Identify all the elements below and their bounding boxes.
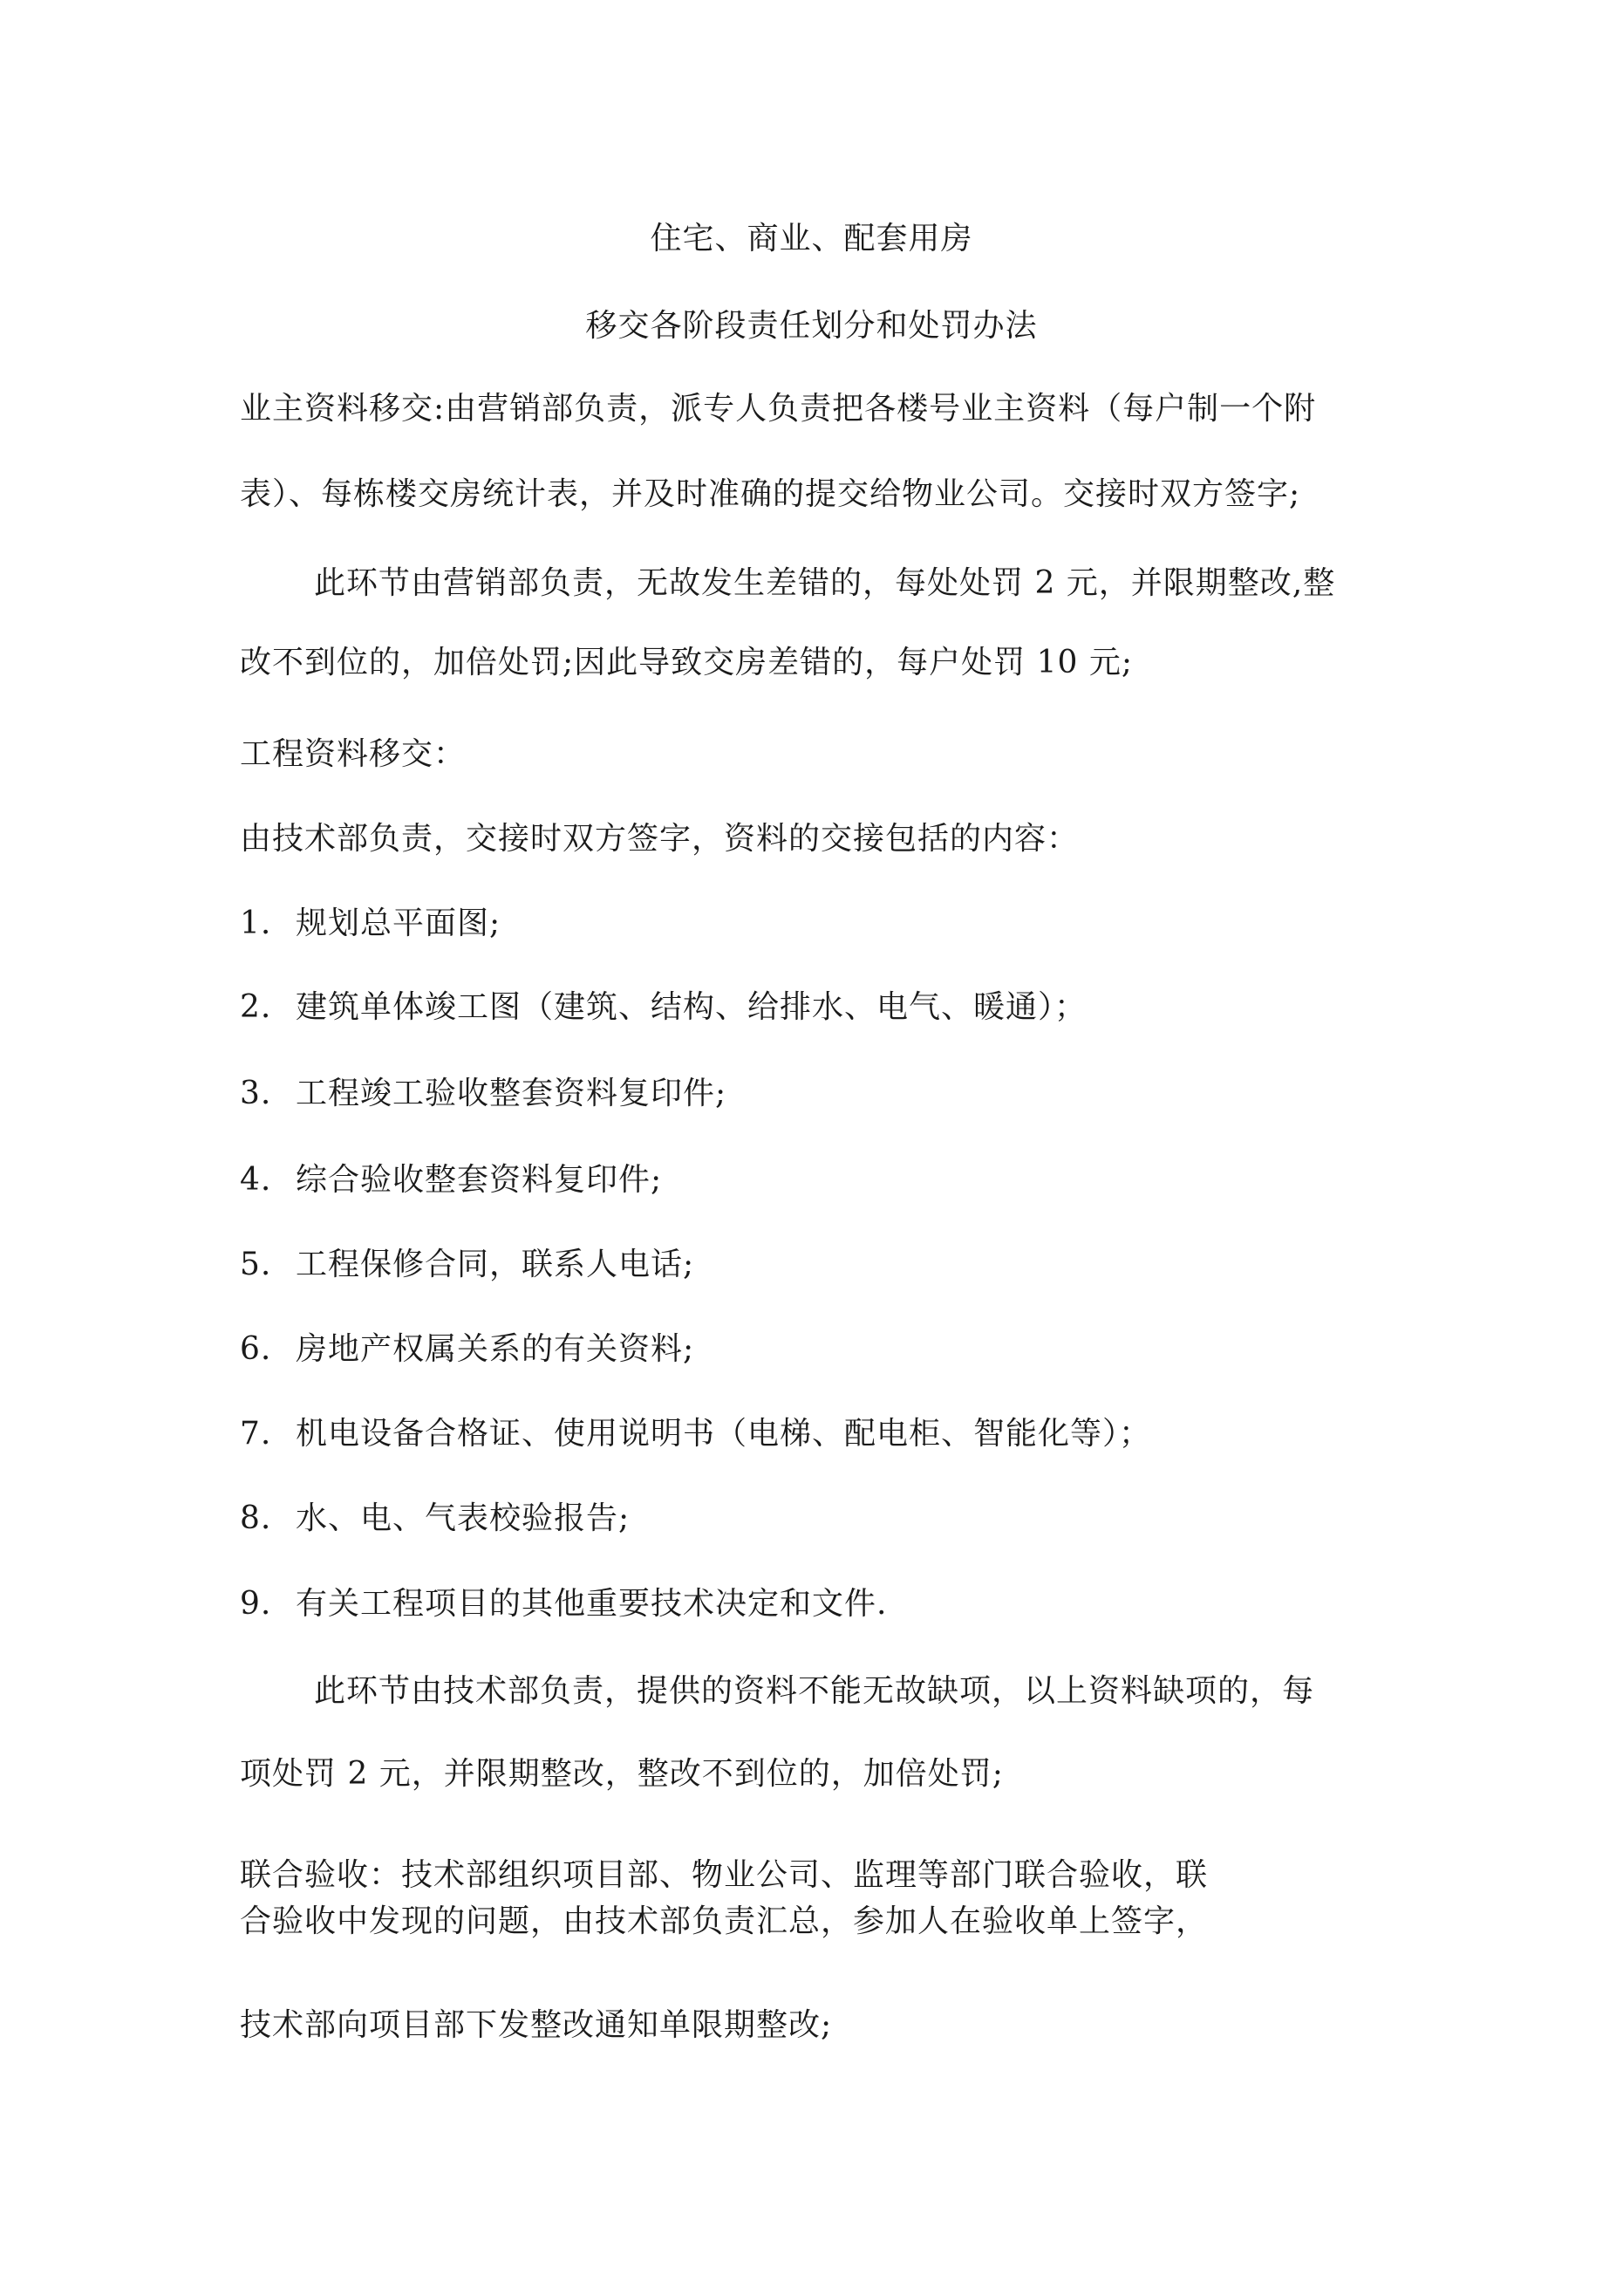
- list-item-number: 7.: [240, 1416, 272, 1452]
- joint-section-line-1: 联合验收：技术部组织项目部、物业公司、监理等部门联合验收，联: [240, 1857, 1209, 1893]
- list-item-text: 机电设备合格证、使用说明书（电梯、配电柜、智能化等）；: [296, 1416, 1152, 1452]
- list-item-number: 1.: [240, 905, 272, 941]
- list-item: [240, 1330, 694, 1369]
- list-item-number: 6.: [240, 1331, 272, 1367]
- list-item-text: 综合验收整套资料复印件;: [296, 1162, 663, 1198]
- list-item-text: 房地产权属关系的有关资料;: [296, 1331, 695, 1367]
- list-item: [240, 905, 501, 943]
- owner-penalty-line-2: 改不到位的，加倍处罚;因此导致交房差错的，每户处罚 10 元;: [240, 645, 1133, 680]
- engineering-intro: 由技术部负责，交接时双方签字，资料的交接包括的内容：: [240, 821, 1080, 857]
- list-item-number: 3.: [240, 1076, 272, 1111]
- title-line-1: 住宅、商业、配套用房: [650, 221, 973, 256]
- list-item-text: 有关工程项目的其他重要技术决定和文件.: [296, 1586, 888, 1622]
- owner-section-line-1: 业主资料移交:由营销部负责，派专人负责把各楼号业主资料（每户制一个附: [240, 391, 1317, 427]
- list-item: [240, 1246, 694, 1284]
- list-item: [240, 1415, 1151, 1453]
- owner-penalty-line-1: 此环节由营销部负责，无故发生差错的，每处处罚 2 元，并限期整改,整: [314, 565, 1336, 601]
- list-item-text: 规划总平面图;: [296, 905, 501, 941]
- list-item: [240, 1075, 726, 1113]
- list-item: [240, 1500, 630, 1538]
- list-item-number: 2.: [240, 989, 272, 1025]
- list-item-text: 工程竣工验收整套资料复印件;: [296, 1076, 727, 1111]
- list-item-number: 4.: [240, 1162, 272, 1198]
- title-line-2: 移交各阶段责任划分和处罚办法: [585, 308, 1038, 344]
- list-item: [240, 1585, 887, 1623]
- list-item-text: 水、电、气表校验报告;: [296, 1500, 631, 1536]
- engineering-penalty-line-1: 此环节由技术部负责，提供的资料不能无故缺项，以上资料缺项的，每: [314, 1673, 1315, 1709]
- list-item-text: 工程保修合同，联系人电话;: [296, 1247, 695, 1282]
- engineering-penalty-line-2: 项处罚 2 元，并限期整改，整改不到位的，加倍处罚;: [240, 1756, 1004, 1792]
- list-item-number: 9.: [240, 1586, 272, 1622]
- list-item-number: 8.: [240, 1500, 272, 1536]
- list-item-number: 5.: [240, 1247, 272, 1282]
- joint-section-line-2: 合验收中发现的问题，由技术部负责汇总，参加人在验收单上签字，: [240, 1903, 1209, 1939]
- list-item: [240, 988, 1087, 1027]
- list-item: [240, 1161, 662, 1199]
- list-item-text: 建筑单体竣工图（建筑、结构、给排水、电气、暖通）；: [296, 989, 1088, 1025]
- engineering-heading: 工程资料移交：: [240, 736, 467, 772]
- owner-section-line-2: 表）、每栋楼交房统计表，并及时准确的提交给物业公司。交接时双方签字;: [240, 476, 1301, 512]
- joint-section-line-3: 技术部向项目部下发整改通知单限期整改;: [240, 2007, 833, 2043]
